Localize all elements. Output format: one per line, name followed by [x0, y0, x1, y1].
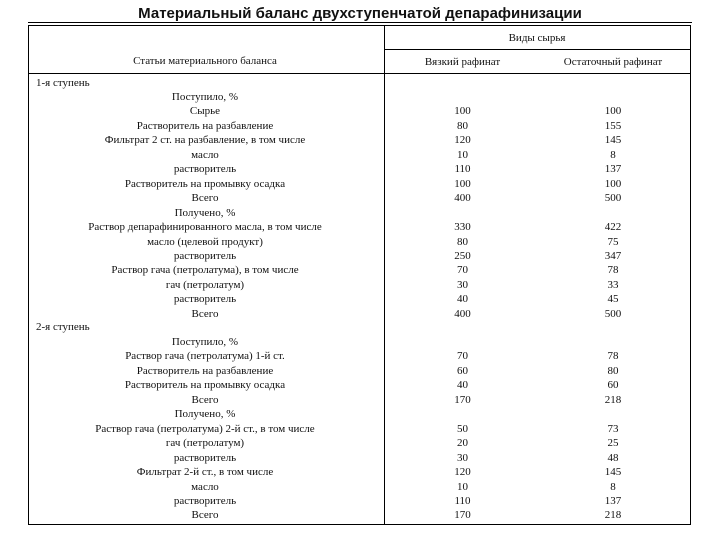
balance-item: гач (петролатум): [165, 278, 245, 291]
balance-item: масло: [191, 148, 219, 161]
value-cell: 145: [604, 466, 622, 479]
balance-item: Сырье: [189, 105, 221, 118]
value-cell: [538, 90, 688, 104]
value-cell: 120: [454, 466, 471, 479]
value-cell: 170: [454, 393, 471, 406]
header-group-divider: [384, 49, 691, 50]
header-group-label: Виды сырья: [508, 32, 566, 44]
value-cell: 60: [457, 364, 468, 377]
value-cell: 40: [457, 379, 468, 392]
header-bottom-divider: [29, 73, 690, 74]
balance-item: Всего: [191, 307, 219, 320]
header-residual-label: Остаточный рафинат: [563, 56, 663, 68]
value-cell: 422: [604, 221, 622, 234]
value-cell: 20: [457, 437, 468, 450]
value-cell: 8: [610, 148, 616, 161]
balance-item: Раствор гача (петролатума), в том числе: [111, 264, 299, 277]
balance-item: Раствор гача (петролатума) 1-й ст.: [125, 350, 285, 363]
value-cell: 100: [604, 105, 622, 118]
stage2-residual-values: [538, 335, 688, 523]
value-cell: 110: [454, 163, 471, 176]
balance-item: Фильтрат 2-й ст., в том числе: [136, 466, 274, 479]
value-cell: 250: [454, 249, 471, 262]
value-cell: 45: [607, 293, 619, 306]
header-items-label: Статьи материального баланса: [133, 55, 277, 67]
value-cell: 347: [604, 249, 622, 262]
balance-item: масло (целевой продукт): [147, 235, 263, 248]
value-cell: 80: [457, 119, 468, 132]
value-cell: 155: [604, 119, 622, 132]
value-cell: 48: [607, 451, 619, 464]
value-cell: [538, 407, 688, 421]
value-cell: 80: [457, 235, 468, 248]
balance-item: Всего: [191, 509, 219, 522]
value-cell: [400, 335, 525, 349]
value-cell: 78: [607, 264, 619, 277]
balance-item: Получено, %: [174, 408, 236, 421]
value-cell: 120: [454, 134, 471, 147]
value-cell: 30: [457, 278, 468, 291]
balance-item: Растворитель на разбавление: [136, 364, 274, 377]
balance-item: растворитель: [173, 249, 237, 262]
balance-item: Поступило, %: [171, 336, 239, 348]
balance-item: растворитель: [173, 163, 237, 176]
value-cell: 8: [610, 480, 616, 493]
stage2-items: [28, 335, 382, 523]
value-cell: [538, 206, 688, 220]
value-cell: [400, 206, 525, 220]
value-cell: [538, 335, 688, 349]
balance-item: масло: [191, 480, 219, 493]
value-cell: 137: [604, 494, 622, 507]
value-cell: 100: [604, 177, 622, 190]
balance-item: Растворитель на промывку осадка: [124, 379, 286, 392]
value-cell: 60: [607, 379, 619, 392]
stage1-residual-values: [538, 90, 688, 321]
balance-item: Раствор депарафинированного масла, в том числе: [88, 221, 322, 234]
value-cell: 30: [457, 451, 468, 464]
value-cell: 10: [457, 480, 468, 493]
value-cell: 25: [607, 437, 619, 450]
value-cell: 78: [607, 350, 619, 363]
value-cell: 170: [454, 509, 471, 522]
value-cell: 75: [607, 235, 619, 248]
stage1-items: [28, 90, 382, 321]
header-viscous-label: Вязкий рафинат: [424, 56, 501, 68]
balance-item: Растворитель на разбавление: [136, 119, 274, 132]
value-cell: 70: [457, 350, 468, 363]
value-cell: 73: [607, 422, 619, 435]
value-cell: 80: [607, 364, 619, 377]
value-cell: 33: [607, 278, 619, 291]
value-cell: 40: [457, 293, 468, 306]
balance-item: Поступило, %: [171, 91, 239, 103]
value-cell: 100: [454, 177, 471, 190]
value-cell: 100: [454, 105, 471, 118]
balance-item: растворитель: [173, 494, 237, 507]
value-cell: 218: [604, 393, 622, 406]
stage1-label: 1-я ступень: [36, 77, 90, 89]
value-cell: 145: [604, 134, 622, 147]
balance-item: Растворитель на промывку осадка: [124, 177, 286, 190]
balance-item: растворитель: [173, 451, 237, 464]
stage2-label: 2-я ступень: [36, 321, 90, 333]
balance-item: гач (петролатум): [165, 437, 245, 450]
value-cell: 400: [454, 307, 471, 320]
title-underline: [28, 22, 692, 23]
stage2-viscous-values: [400, 335, 525, 523]
value-cell: 330: [454, 221, 471, 234]
balance-item: Раствор гача (петролатума) 2-й ст., в том числе: [95, 422, 315, 435]
value-cell: 500: [604, 307, 622, 320]
page-title: Материальный баланс двухступенчатой депарафинизации: [138, 5, 582, 22]
balance-item: растворитель: [173, 293, 237, 306]
value-cell: 110: [454, 494, 471, 507]
value-cell: 500: [604, 192, 622, 205]
value-cell: 137: [604, 163, 622, 176]
value-cell: 10: [457, 148, 468, 161]
value-cell: 400: [454, 192, 471, 205]
balance-item: Получено, %: [174, 206, 236, 219]
balance-item: Всего: [191, 393, 219, 406]
stage1-viscous-values: [400, 90, 525, 321]
value-cell: [400, 90, 525, 104]
value-cell: 50: [457, 422, 468, 435]
column-divider-items: [384, 26, 385, 524]
value-cell: 218: [604, 509, 622, 522]
balance-item: Всего: [191, 192, 219, 205]
value-cell: [400, 407, 525, 421]
balance-item: Фильтрат 2 ст. на разбавление, в том числе: [104, 134, 306, 147]
value-cell: 70: [457, 264, 468, 277]
